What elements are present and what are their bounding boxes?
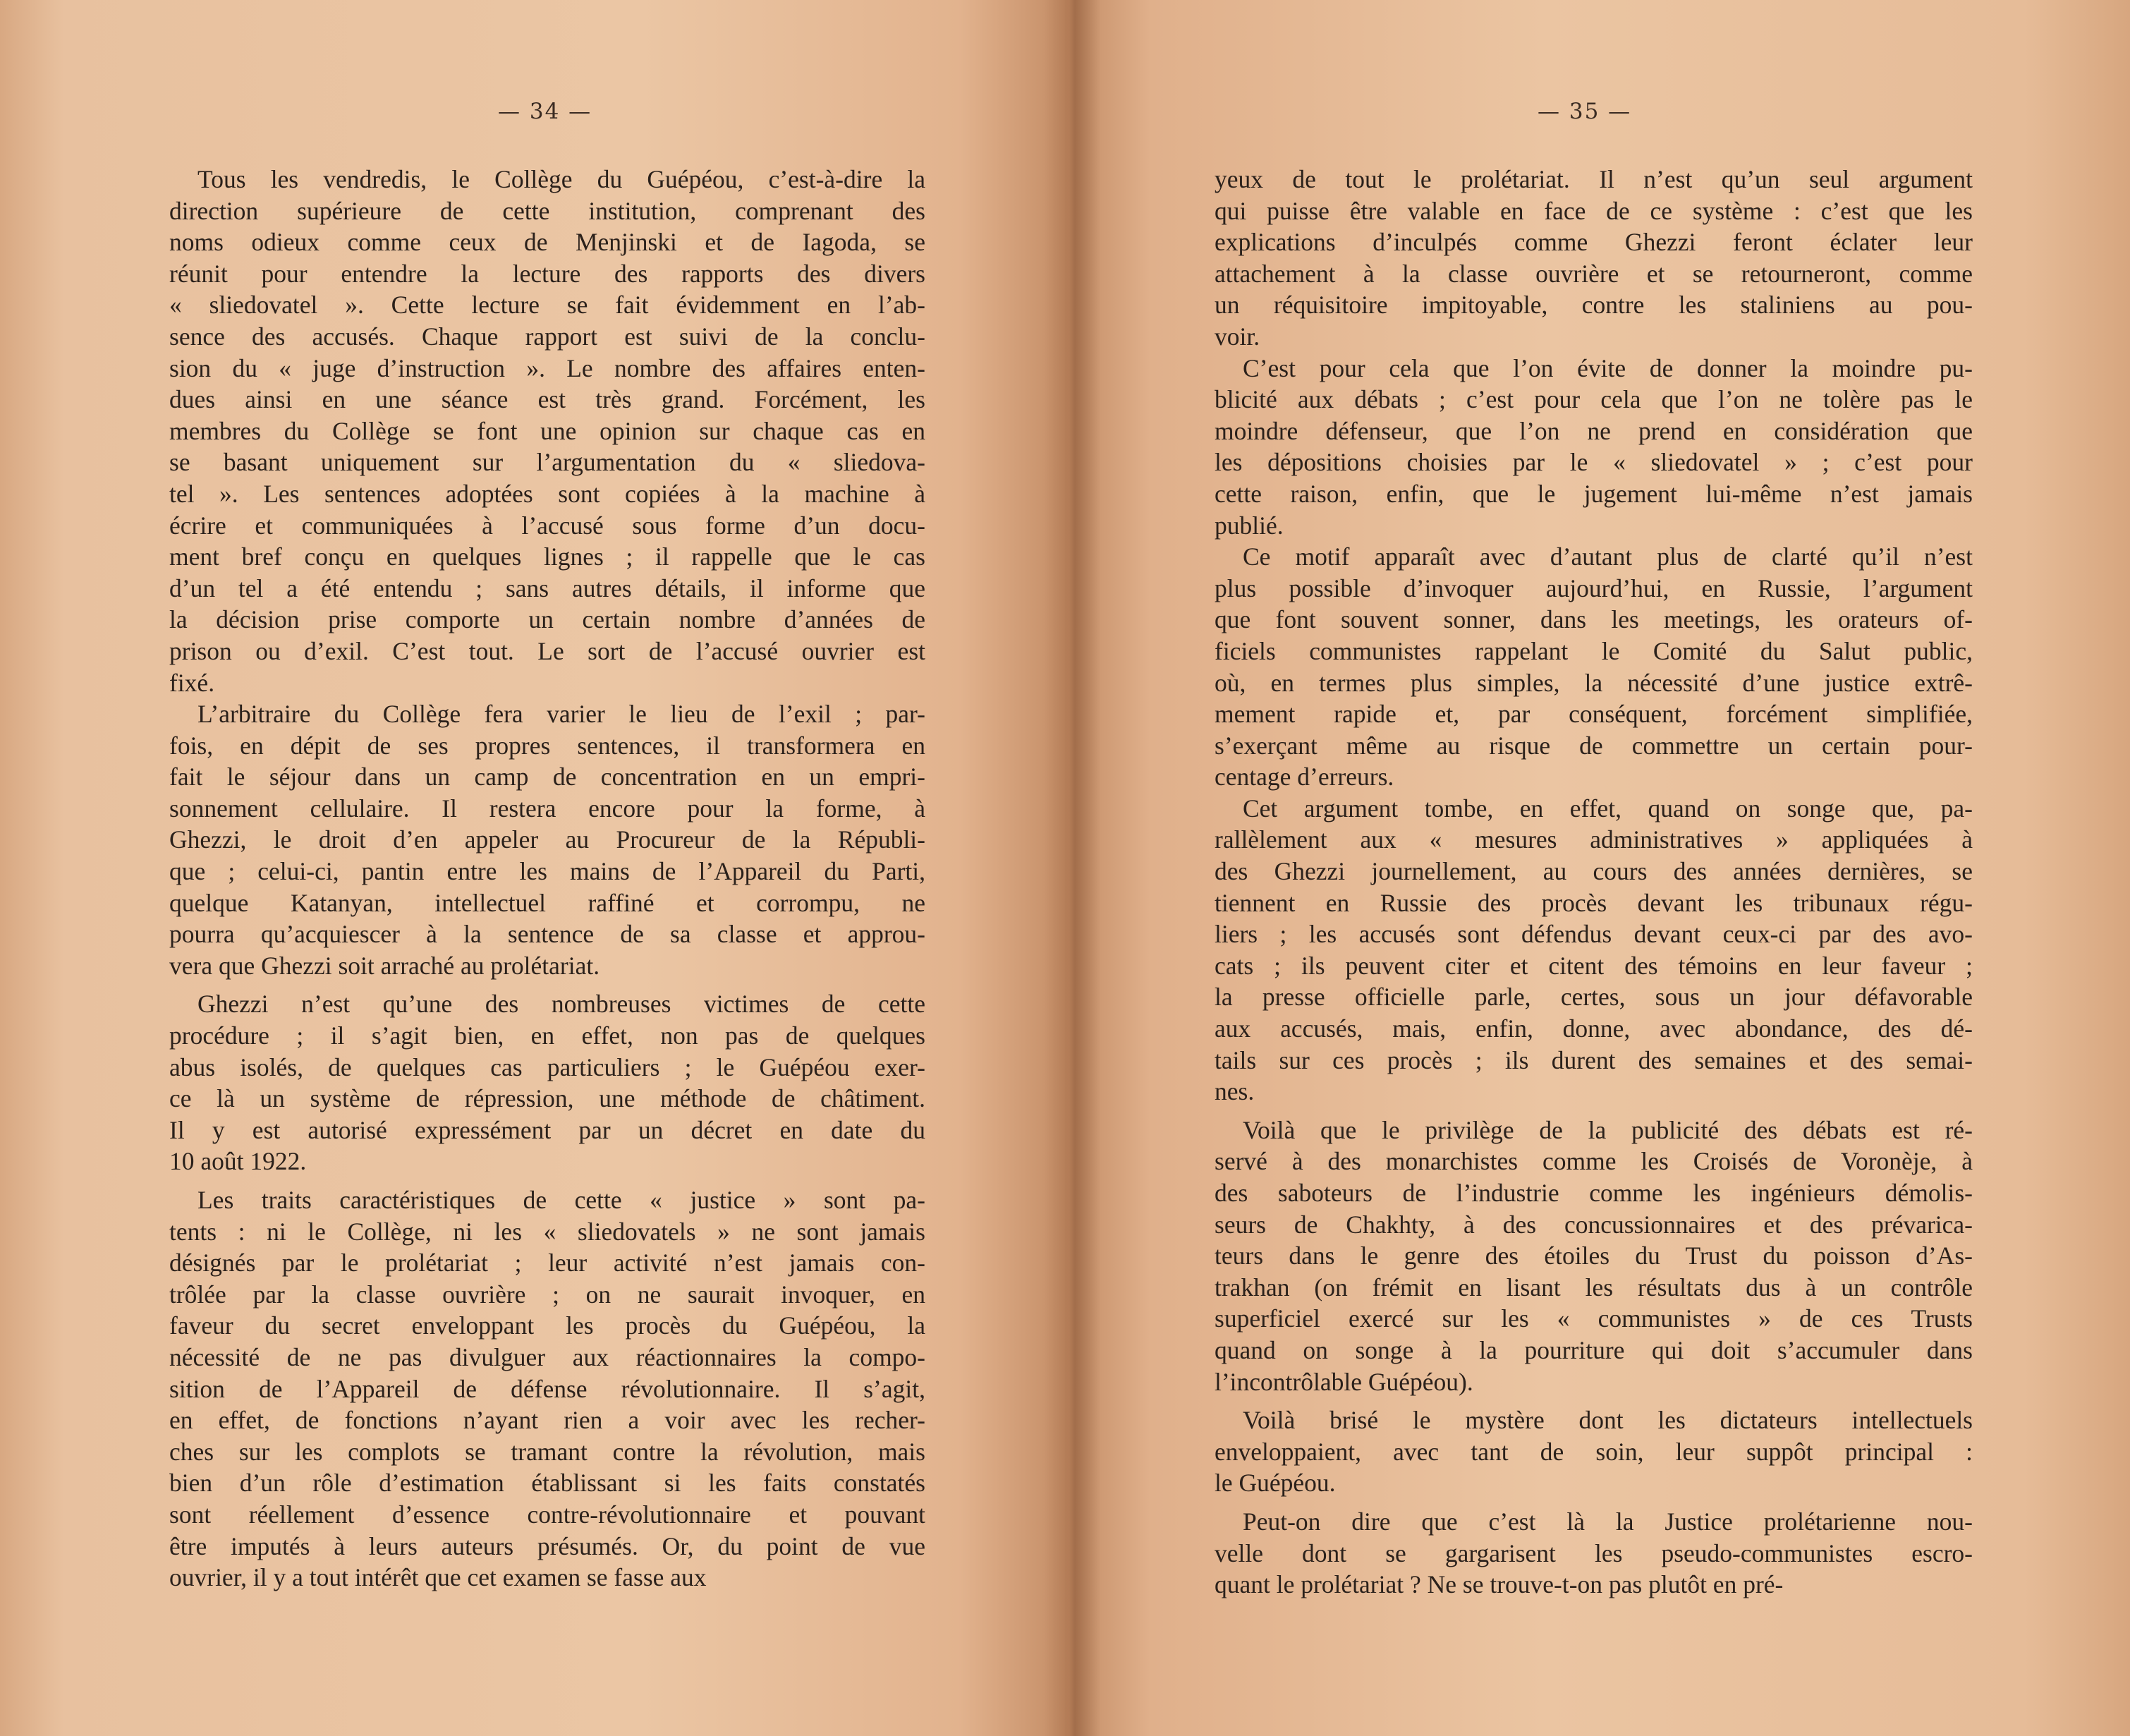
text-line: d’un tel a été entendu ; sans autres détails, il informe que — [169, 573, 925, 602]
text-line: ouvrier, il y a tout intérêt que cet examen se fasse aux — [169, 1563, 707, 1592]
text-line: ce là un système de répression, une méthode de châtiment. — [169, 1084, 925, 1113]
text-line: nes. — [1215, 1077, 1255, 1106]
text-line: fait le séjour dans un camp de concentration en un empri- — [169, 763, 925, 791]
text-line: mement rapide et, par conséquent, forcément simplifiée, — [1215, 700, 1973, 729]
text-line: tiennent en Russie des procès devant les tribunaux régu- — [1215, 888, 1973, 917]
text-line: que ; celui-ci, pantin entre les mains de l’Appareil du Parti, — [169, 857, 925, 886]
text-line: écrire et communiquées à l’accusé sous forme d’un docu- — [169, 511, 925, 540]
text-line: abus isolés, de quelques cas particuliers ; le Guépéou exer- — [169, 1052, 925, 1081]
text-line: un réquisitoire impitoyable, contre les staliniens au pou- — [1215, 291, 1973, 320]
text-line: la presse officielle parle, certes, sous un jour défavorable — [1215, 983, 1973, 1012]
text-line: fixé. — [169, 668, 215, 697]
text-line: sion du « juge d’instruction ». Le nombre des affaires enten- — [169, 353, 925, 382]
text-line: plus possible d’invoquer aujourd’hui, en Russie, l’argument — [1215, 573, 1973, 602]
text-line: enveloppaient, avec tant de soin, leur suppôt principal : — [1215, 1437, 1973, 1466]
left-page-number: — 34 — — [498, 99, 592, 124]
text-line: Il y est autorisé expressément par un décret en date du — [169, 1115, 925, 1144]
text-line: cats ; ils peuvent citer et citent des témoins en leur faveur ; — [1215, 951, 1973, 980]
text-line: nécessité de ne pas divulguer aux réactionnaires la compo- — [169, 1342, 925, 1371]
text-line: direction supérieure de cette institution, comprenant des — [169, 196, 925, 225]
text-line: des Ghezzi journellement, au cours des années dernières, se — [1215, 857, 1973, 886]
text-line: tails sur ces procès ; ils durent des semaines et des semai- — [1215, 1045, 1973, 1074]
text-line: 10 août 1922. — [169, 1147, 307, 1176]
text-line: que font souvent sonner, dans les meetings, les orateurs of- — [1215, 605, 1973, 634]
text-line: Voilà que le privilège de la publicité des débats est ré- — [1243, 1115, 1973, 1144]
text-line: Tous les vendredis, le Collège du Guépéou, c’est-à-dire la — [197, 165, 925, 193]
text-line: Ghezzi, le droit d’en appeler au Procureur de la Républi- — [169, 825, 925, 854]
text-line: ficiels communistes rappelant le Comité du Salut public, — [1215, 636, 1973, 665]
text-line: trakhan (on frémit en lisant les résultats dus à un contrôle — [1215, 1273, 1973, 1301]
text-line: sonnement cellulaire. Il restera encore pour la forme, à — [169, 794, 925, 823]
text-line: Cet argument tombe, en effet, quand on songe que, pa- — [1243, 794, 1973, 823]
text-line: en effet, de fonctions n’ayant rien a voir avec les recher- — [169, 1406, 925, 1435]
text-line: prison ou d’exil. C’est tout. Le sort de l’accusé ouvrier est — [169, 636, 925, 665]
text-line: des saboteurs de l’industrie comme les ingénieurs démolis- — [1215, 1179, 1973, 1207]
text-line: tents : ni le Collège, ni les « sliedovatels » ne sont jamais — [169, 1217, 925, 1246]
text-line: voir. — [1215, 322, 1260, 351]
text-line: Voilà brisé le mystère dont les dictateurs intellectuels — [1243, 1406, 1973, 1435]
text-line: noms odieux comme ceux de Menjinski et de Iagoda, se — [169, 228, 925, 257]
right-page-number: — 35 — — [1538, 99, 1632, 124]
text-line: velle dont se gargarisent les pseudo-communistes escro- — [1215, 1538, 1973, 1567]
text-line: C’est pour cela que l’on évite de donner la moindre pu- — [1243, 353, 1973, 382]
text-line: liers ; les accusés sont défendus devant ceux-ci par des avo- — [1215, 920, 1973, 949]
text-line: l’incontrôlable Guépéou). — [1215, 1367, 1473, 1396]
text-line: Ghezzi n’est qu’une des nombreuses victimes de cette — [197, 990, 925, 1019]
text-line: servé à des monarchistes comme les Croisés de Voronèje, à — [1215, 1147, 1973, 1176]
text-line: membres du Collège se font une opinion sur chaque cas en — [169, 416, 925, 445]
text-line: Peut-on dire que c’est là la Justice prolétarienne nou- — [1243, 1507, 1973, 1536]
text-line: yeux de tout le prolétariat. Il n’est qu’un seul argument — [1215, 165, 1973, 193]
text-line: cette raison, enfin, que le jugement lui-même n’est jamais — [1215, 479, 1973, 508]
text-line: ment bref conçu en quelques lignes ; il rappelle que le cas — [169, 542, 925, 571]
text-line: désignés par le prolétariat ; leur activité n’est jamais con- — [169, 1249, 925, 1277]
text-line: la décision prise comporte un certain nombre d’années de — [169, 605, 925, 634]
text-line: Les traits caractéristiques de cette « justice » sont pa- — [197, 1186, 925, 1214]
right-page-text — [1215, 164, 1973, 1601]
text-line: explications d’inculpés comme Ghezzi feront éclater leur — [1215, 228, 1973, 257]
text-line: teurs dans le genre des étoiles du Trust du poisson d’As- — [1215, 1242, 1973, 1270]
text-line: centage d’erreurs. — [1215, 763, 1394, 791]
text-line: moindre défenseur, que l’on ne prend en considération que — [1215, 416, 1973, 445]
text-line: les dépositions choisies par le « sliedovatel » ; c’est pour — [1215, 448, 1973, 477]
text-line: être imputés à leurs auteurs présumés. Or, du point de vue — [169, 1531, 925, 1560]
text-line: se basant uniquement sur l’argumentation du « sliedova- — [169, 448, 925, 477]
text-line: blicité aux débats ; c’est pour cela que l’on ne tolère pas le — [1215, 385, 1973, 414]
text-line: faveur du secret enveloppant les procès du Guépéou, la — [169, 1311, 925, 1340]
text-line: aux accusés, mais, enfin, donne, avec abondance, des dé- — [1215, 1014, 1973, 1043]
text-line: rallèlement aux « mesures administratives » appliquées à — [1215, 825, 1973, 854]
text-line: dues ainsi en une séance est très grand. Forcément, les — [169, 385, 925, 414]
text-line: réunit pour entendre la lecture des rapports des divers — [169, 259, 925, 288]
text-line: trôlée par la classe ouvrière ; on ne saurait invoquer, en — [169, 1280, 925, 1309]
text-line: Ce motif apparaît avec d’autant plus de clarté qu’il n’est — [1243, 542, 1973, 571]
text-line: pourra qu’acquiescer à la sentence de sa classe et approu- — [169, 920, 925, 949]
text-line: publié. — [1215, 511, 1284, 540]
text-line: le Guépéou. — [1215, 1469, 1336, 1498]
text-line: ches sur les complots se tramant contre la révolution, mais — [169, 1437, 925, 1466]
text-line: procédure ; il s’agit bien, en effet, non pas de quelques — [169, 1021, 925, 1050]
text-line: où, en termes plus simples, la nécessité d’une justice extrê- — [1215, 668, 1973, 697]
text-line: quelque Katanyan, intellectuel raffiné et corrompu, ne — [169, 888, 925, 917]
text-line: vera que Ghezzi soit arraché au prolétariat. — [169, 951, 600, 980]
text-line: sont réellement d’essence contre-révolutionnaire et pouvant — [169, 1500, 925, 1529]
book-gutter — [1044, 0, 1100, 1736]
text-line: tel ». Les sentences adoptées sont copiées à la machine à — [169, 479, 925, 508]
text-line: attachement à la classe ouvrière et se retourneront, comme — [1215, 259, 1973, 288]
text-line: sition de l’Appareil de défense révolutionnaire. Il s’agit, — [169, 1374, 925, 1403]
text-line: sence des accusés. Chaque rapport est suivi de la conclu- — [169, 322, 925, 351]
text-line: fois, en dépit de ses propres sentences, il transformera en — [169, 731, 925, 760]
text-line: « sliedovatel ». Cette lecture se fait évidemment en l’ab- — [169, 291, 925, 320]
text-line: s’exerçant même au risque de commettre un certain pour- — [1215, 731, 1973, 760]
text-line: bien d’un rôle d’estimation établissant si les faits constatés — [169, 1469, 925, 1498]
text-line: quant le prolétariat ? Ne se trouve-t-on pas plutôt en pré- — [1215, 1570, 1784, 1599]
text-line: quand on songe à la pourriture qui doit s’accumuler dans — [1215, 1335, 1973, 1364]
text-line: qui puisse être valable en face de ce système : c’est que les — [1215, 196, 1973, 225]
left-page-text — [169, 164, 925, 1594]
text-line: seurs de Chakhty, à des concussionnaires et des prévarica- — [1215, 1210, 1973, 1239]
text-line: L’arbitraire du Collège fera varier le lieu de l’exil ; par- — [197, 700, 925, 729]
text-line: superficiel exercé sur les « communistes » de ces Trusts — [1215, 1304, 1973, 1333]
